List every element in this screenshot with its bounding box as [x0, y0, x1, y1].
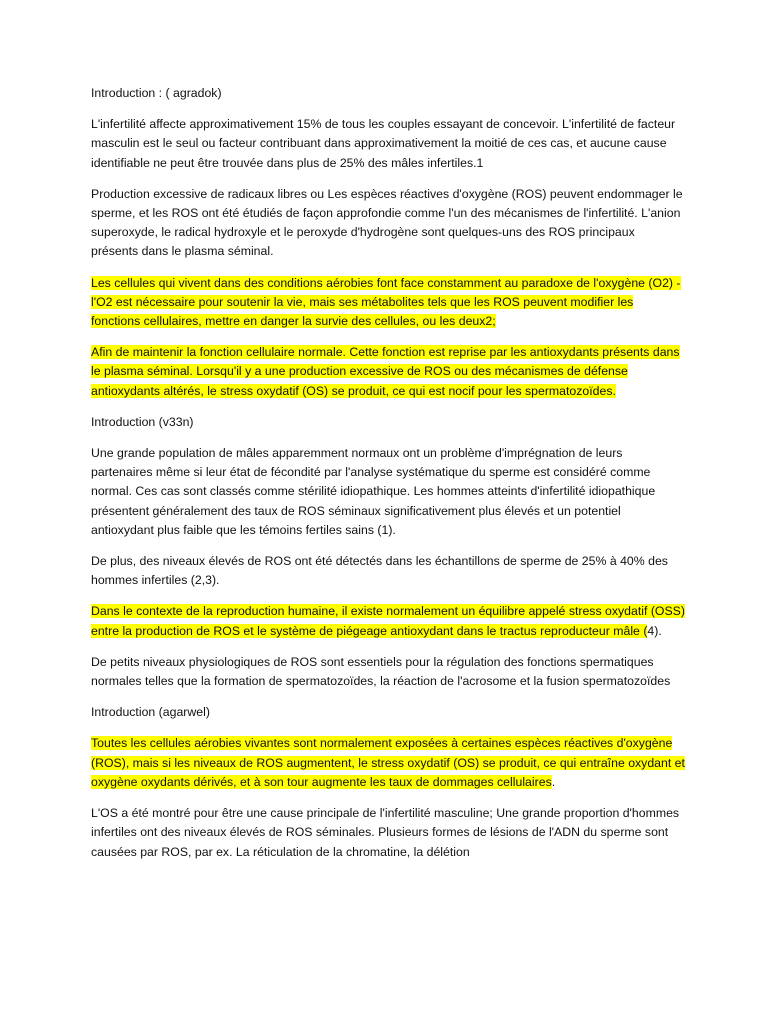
paragraph — [91, 274, 685, 332]
highlighted-text: Les cellules qui vivent dans des conditions aérobies font face constamment au paradoxe de l'oxygène (O2) - l'O2 est nécessaire pour soutenir la vie, mais ses métabolites tels que les ROS peuvent modifier les fonctions cellulaires, mettre en danger la survie des cellules, ou les deux2; — [91, 275, 681, 329]
paragraph-text: De petits niveaux physiologiques de ROS sont essentiels pour la régulation des fonctions spermatiques normales telles que la formation de spermatozoïdes, la réaction de l'acrosome et la fusion spermatozoïdes — [91, 654, 671, 689]
paragraph-text: L'infertilité affecte approximativement 15% de tous les couples essayant de concevoir. L'infertilité de facteur masculin est le seul ou facteur contribuant dans approximativement la moitié de ces cas, et aucune cause identifiable ne peut être trouvée dans plus de 25% des mâles infertiles.1 — [91, 117, 676, 170]
paragraph — [91, 413, 685, 432]
paragraph — [91, 703, 685, 722]
paragraph-text: 4). — [647, 623, 662, 638]
paragraph — [91, 84, 685, 103]
paragraph — [91, 552, 685, 590]
paragraph — [91, 343, 685, 401]
document-body — [91, 84, 685, 862]
paragraph — [91, 602, 685, 640]
document-page — [91, 84, 685, 874]
paragraph — [91, 185, 685, 262]
highlighted-text: Toutes les cellules aérobies vivantes sont normalement exposées à certaines espèces réactives d'oxygène (ROS), mais si les niveaux de ROS augmentent, le stress oxydatif (OS) se produit, ce qui entraîne oxydant et oxygène oxydants dérivés, et à son tour augmente les taux de dommages cellulaires — [91, 736, 685, 789]
paragraph-text: Introduction (agarwel) — [91, 705, 210, 720]
paragraph-text: Introduction : ( agradok) — [91, 86, 222, 100]
paragraph-text: L'OS a été montré pour être une cause principale de l'infertilité masculine; Une grande proportion d'hommes infertiles ont des niveaux élevés de ROS séminales. Plusieurs formes de lésions de l'ADN du sperme sont causées par ROS, par ex. La réticulation de la chromatine, la délétion — [91, 806, 680, 859]
paragraph — [91, 115, 685, 173]
paragraph — [91, 804, 685, 862]
highlighted-text: Afin de maintenir la fonction cellulaire normale. Cette fonction est reprise par les antioxydants présents dans le plasma séminal. Lorsqu'il y a une production excessive de ROS ou des mécanismes de défense antioxydants altérés, le stress oxydatif (OS) se produit, ce qui est nocif pour les spermatozoïdes. — [91, 345, 680, 398]
paragraph-text: Production excessive de radicaux libres ou Les espèces réactives d'oxygène (ROS) peuvent endommager le sperme, et les ROS ont été étudiés de façon approfondie comme l'un des mécanismes de l'infertilité. L'anion superoxyde, le radical hydroxyle et le peroxyde d'hydrogène sont quelques-uns des ROS principaux présents dans le plasma séminal. — [91, 186, 683, 259]
paragraph-text: Introduction (v33n) — [91, 414, 194, 429]
paragraph-text: Une grande population de mâles apparemment normaux ont un problème d'imprégnation de leurs partenaires même si leur état de fécondité par l'analyse systématique du sperme est considéré comme normal. Ces cas sont classés comme stérilité idiopathique. Les hommes atteints d'infertilité idiopathique présentent généralement des taux de ROS séminaux significativement plus élevés et un potentiel antioxydant plus faible que les témoins fertiles sains (1). — [91, 446, 656, 537]
paragraph — [91, 653, 685, 691]
paragraph — [91, 734, 685, 792]
highlighted-text: Dans le contexte de la reproduction humaine, il existe normalement un équilibre appelé stress oxydatif (OSS) entre la production de ROS et le système de piégeage antioxydant dans le tractus reproducteur mâle ( — [91, 604, 685, 638]
paragraph-text: . — [551, 774, 556, 789]
paragraph — [91, 444, 685, 540]
paragraph-text: De plus, des niveaux élevés de ROS ont été détectés dans les échantillons de sperme de 25% à 40% des hommes infertiles (2,3). — [91, 554, 668, 588]
